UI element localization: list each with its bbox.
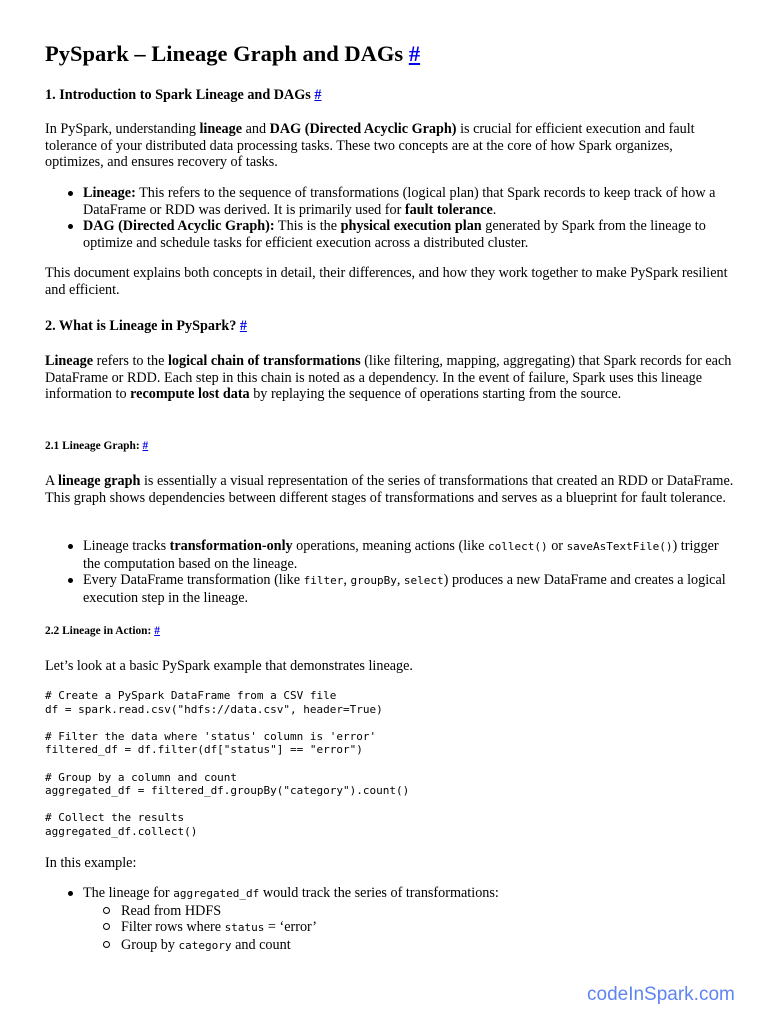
section-2-2-heading: 2.2 Lineage in Action: # [45, 625, 160, 637]
section-2-paragraph: Lineage refers to the logical chain of transformations (like filtering, mapping, aggregating) that Spark records for each DataFrame or RDD. Each step in this chain is noted as a dependency. In the event of failure, Spark uses this lineage information to recompute lost data by replaying the sequence of operations starting from the source. [45, 353, 732, 403]
list-item: Every DataFrame transformation (like filter, groupBy, select) produces a new DataFrame and creates a logical execution step in the lineage. [45, 572, 735, 606]
list-item: Lineage: This refers to the sequence of transformations (logical plan) that Spark records to keep track of how a DataFrame or RDD was derived. It is primarily used for fault tolerance. [45, 185, 735, 218]
code-block: # Create a PySpark DataFrame from a CSV file df = spark.read.csv("hdfs://data.csv", header=True) # Filter the data where 'status' column is 'error' filtered_df = df.filter(df["status"] == "error") # Group by a column and count aggregated_df = filtered_df.groupBy("category").count() # Collect the results aggregated_df.collect() [45, 689, 410, 838]
section-2-2-after-code: In this example: [45, 855, 137, 871]
section-1-heading: 1. Introduction to Spark Lineage and DAGs # [45, 87, 322, 103]
list-item: The lineage for aggregated_df would track the series of transformations: Read from HDFS Filter rows where status = ‘error’ Group by category and count [45, 885, 735, 954]
section-2-1-anchor-link[interactable]: # [142, 440, 149, 452]
section-2-2-intro: Let’s look at a basic PySpark example that demonstrates lineage. [45, 658, 413, 674]
sub-list-item: Read from HDFS [83, 903, 735, 920]
section-2-2-anchor-link[interactable]: # [154, 625, 160, 637]
section-1-anchor-link[interactable]: # [314, 87, 322, 103]
section-2-anchor-link[interactable]: # [239, 318, 247, 334]
section-1-bullet-list [45, 185, 735, 251]
sub-list-item: Filter rows where status = ‘error’ [83, 919, 735, 937]
watermark: codeInSpark.com [587, 984, 735, 1005]
section-2-1-heading: 2.1 Lineage Graph: # [45, 440, 149, 452]
page-title: PySpark – Lineage Graph and DAGs # [45, 41, 421, 66]
section-2-1-bullet-list [45, 538, 735, 606]
list-item: DAG (Directed Acyclic Graph): This is the physical execution plan generated by Spark from the lineage to optimize and schedule tasks for efficient execution across a distributed cluster. [45, 218, 735, 251]
list-item: Lineage tracks transformation-only operations, meaning actions (like collect() or saveAsTextFile()) trigger the computation based on the lineage. [45, 538, 735, 572]
section-2-2-bullet-list [45, 885, 735, 954]
section-1-intro: In PySpark, understanding lineage and DAG (Directed Acyclic Graph) is crucial for efficient execution and fault tolerance of your distributed data processing tasks. These two concepts are at the core of how Spark organizes, optimizes, and ensures recovery of tasks. [45, 121, 695, 171]
section-2-heading: 2. What is Lineage in PySpark? # [45, 318, 247, 334]
title-anchor-link[interactable]: # [408, 41, 421, 66]
section-2-1-paragraph: A lineage graph is essentially a visual representation of the series of transformations that created an RDD or DataFrame. This graph shows dependencies between different stages of transformations and serves as a blueprint for fault tolerance. [45, 473, 734, 506]
sub-list [83, 903, 735, 955]
section-1-outro: This document explains both concepts in detail, their differences, and how they work together to make PySpark resilient and efficient. [45, 265, 728, 298]
sub-list-item: Group by category and count [83, 937, 735, 955]
